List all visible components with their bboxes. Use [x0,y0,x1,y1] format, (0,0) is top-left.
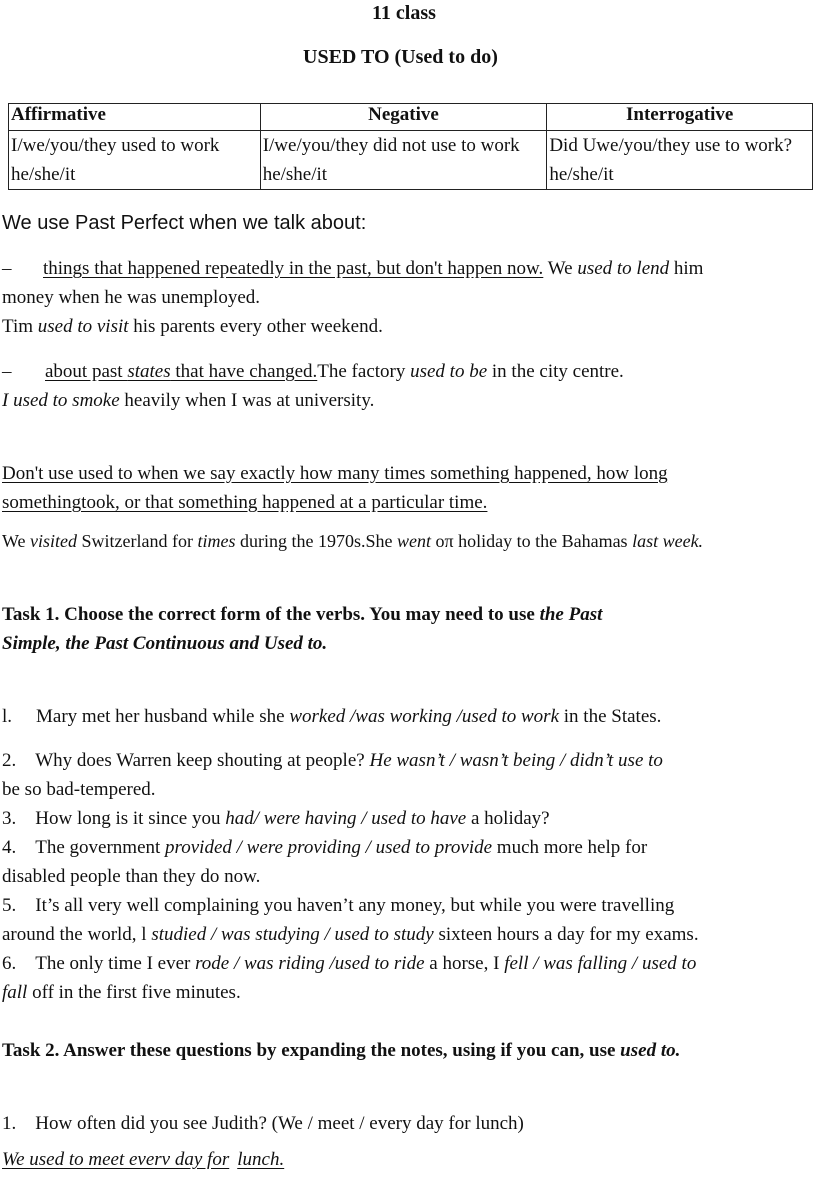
table-header-interrogative: Interrogative [547,104,813,131]
task-2-title [2,1040,680,1062]
task-1-item-3 [2,808,550,830]
example-text: heavily when I was at university. [119,390,375,411]
item-options: He wasn’t / wasn’t being / didn’t use to [369,750,663,771]
dont-rule-line-1 [2,463,668,485]
example-form: used to visit [37,316,129,337]
item-options: had/ were having / used to have [225,808,467,829]
item-text: much more help for [492,837,648,858]
task-title-emphasis: the Past [539,604,603,625]
task-1-item-5 [2,895,674,917]
use-1-example-cont: money when he was unemployed. [2,287,261,308]
example-text: The factory [317,361,411,382]
example-text: during the 1970s. [235,531,366,551]
table-header-negative: Negative [260,104,547,131]
use-1-rule: things that happened repeatedly in the past, but don't happen now. [43,258,544,279]
item-text: Mary met her husband while she [36,706,290,727]
task-1-item-2-cont: be so bad-tempered. [2,779,156,800]
task-1-title-line-1 [2,604,602,626]
task-1-item-4 [2,837,647,859]
item-number: l. [2,706,13,727]
example-form: went [397,531,432,551]
item-options: fall [2,982,28,1003]
item-options: fell / was falling / used to [504,953,697,974]
item-text: The government [35,837,166,858]
item-text: a horse, I [424,953,505,974]
item-options: worked /was working /used to work [289,706,560,727]
dont-rule-line-2 [2,492,487,514]
item-number: 2. [2,750,17,771]
use-2-line [2,361,624,383]
table-cell-line: he/she/it [11,164,76,185]
question-text: How often did you see Judith? (We / meet / every day for lunch) [35,1113,524,1134]
rule-emphasis: states [127,361,171,382]
example-form: times [197,531,236,551]
answer-text: lunch. [237,1149,285,1170]
example-text: him [669,258,704,279]
example-text: in the city centre. [487,361,624,382]
intro-text: We use Past Perfect when we talk about: [2,212,367,234]
item-number: 5. [2,895,17,916]
item-text: It’s all very well complaining you haven’t any money, but while you were travelling [35,895,675,916]
use-2-example-2 [2,390,374,412]
item-text: sixteen hours a day for my exams. [433,924,699,945]
answer-text: We used to meet everv day for [2,1149,230,1170]
task-title-emphasis: used to. [620,1040,681,1061]
task-2-question-1 [2,1113,524,1135]
example-form: last week. [632,531,704,551]
item-text: The only time I ever [35,953,196,974]
dont-examples [2,531,703,552]
task-title-text: Task 1. Choose the correct form of the verbs. You may need to use [2,604,540,625]
table-cell-line: Did Uwe/you/they use to work? [549,135,793,156]
bullet-dash: – [2,258,12,279]
item-text: off in the first five minutes. [27,982,241,1003]
task-1-item-6-cont [2,982,241,1004]
item-text: Why does Warren keep shouting at people? [35,750,370,771]
table-header-affirmative: Affirmative [9,104,261,131]
table-header-row [9,104,813,131]
item-text: in the States. [559,706,662,727]
table-cell [547,131,813,190]
item-options: provided / were providing / used to provide [165,837,493,858]
task-1-title-line-2 [2,633,327,655]
rule-text: about past [45,361,128,382]
example-form: visited [30,531,78,551]
example-text: Switzerland for [77,531,198,551]
topic-title: USED TO (Used to do) [303,46,498,68]
table-cell-line: I/we/you/they used to work [11,135,220,156]
task-title-emphasis: Simple, the Past Continuous and Used to. [2,633,328,654]
example-text: Tim [2,316,38,337]
dont-rule-text: Don't use used to when we say exactly how many times something happened, how long [2,463,668,484]
example-text: She [365,531,398,551]
table-cell [260,131,547,190]
use-1-line [2,258,703,280]
task-1-item-2 [2,750,663,772]
grade-title: 11 class [372,2,436,24]
dont-rule-text: somethingtook, or that something happened at a particular time. [2,492,488,513]
use-1-example-2 [2,316,383,338]
item-number: 3. [2,808,17,829]
example-text: We [2,531,31,551]
item-options: studied / was studying / used to study [151,924,434,945]
task-1-item-4-cont: disabled people than they do now. [2,866,261,887]
task-1-item-6 [2,953,696,975]
item-number: 1. [2,1113,17,1134]
grammar-table [8,103,813,190]
table-cell-line: he/she/it [549,164,614,185]
example-form: I used to smoke [2,390,120,411]
task-1-item-5-cont [2,924,699,946]
item-number: 6. [2,953,17,974]
rule-text: that have changed. [170,361,318,382]
example-form: used to lend [577,258,670,279]
item-options: rode / was riding /used to ride [195,953,425,974]
item-text: How long is it since you [35,808,226,829]
bullet-dash: – [2,361,12,382]
example-text: We [543,258,578,279]
item-number: 4. [2,837,17,858]
table-cell-line: he/she/it [262,164,328,185]
item-text: a holiday? [466,808,550,829]
task-title-text: Task 2. Answer these questions by expanding the notes, using if you can, use [2,1040,621,1061]
table-cell [9,131,261,190]
example-text: his parents every other weekend. [128,316,383,337]
table-cell-line: I/we/you/they did not use to work [262,135,520,156]
task-1-item-1 [2,706,661,728]
use-2-rule [45,361,317,382]
table-row [9,131,813,190]
item-text: around the world, l [2,924,152,945]
example-form: used to be [410,361,488,382]
example-text: oπ holiday to the Bahamas [431,531,633,551]
task-2-answer-1 [2,1149,284,1171]
